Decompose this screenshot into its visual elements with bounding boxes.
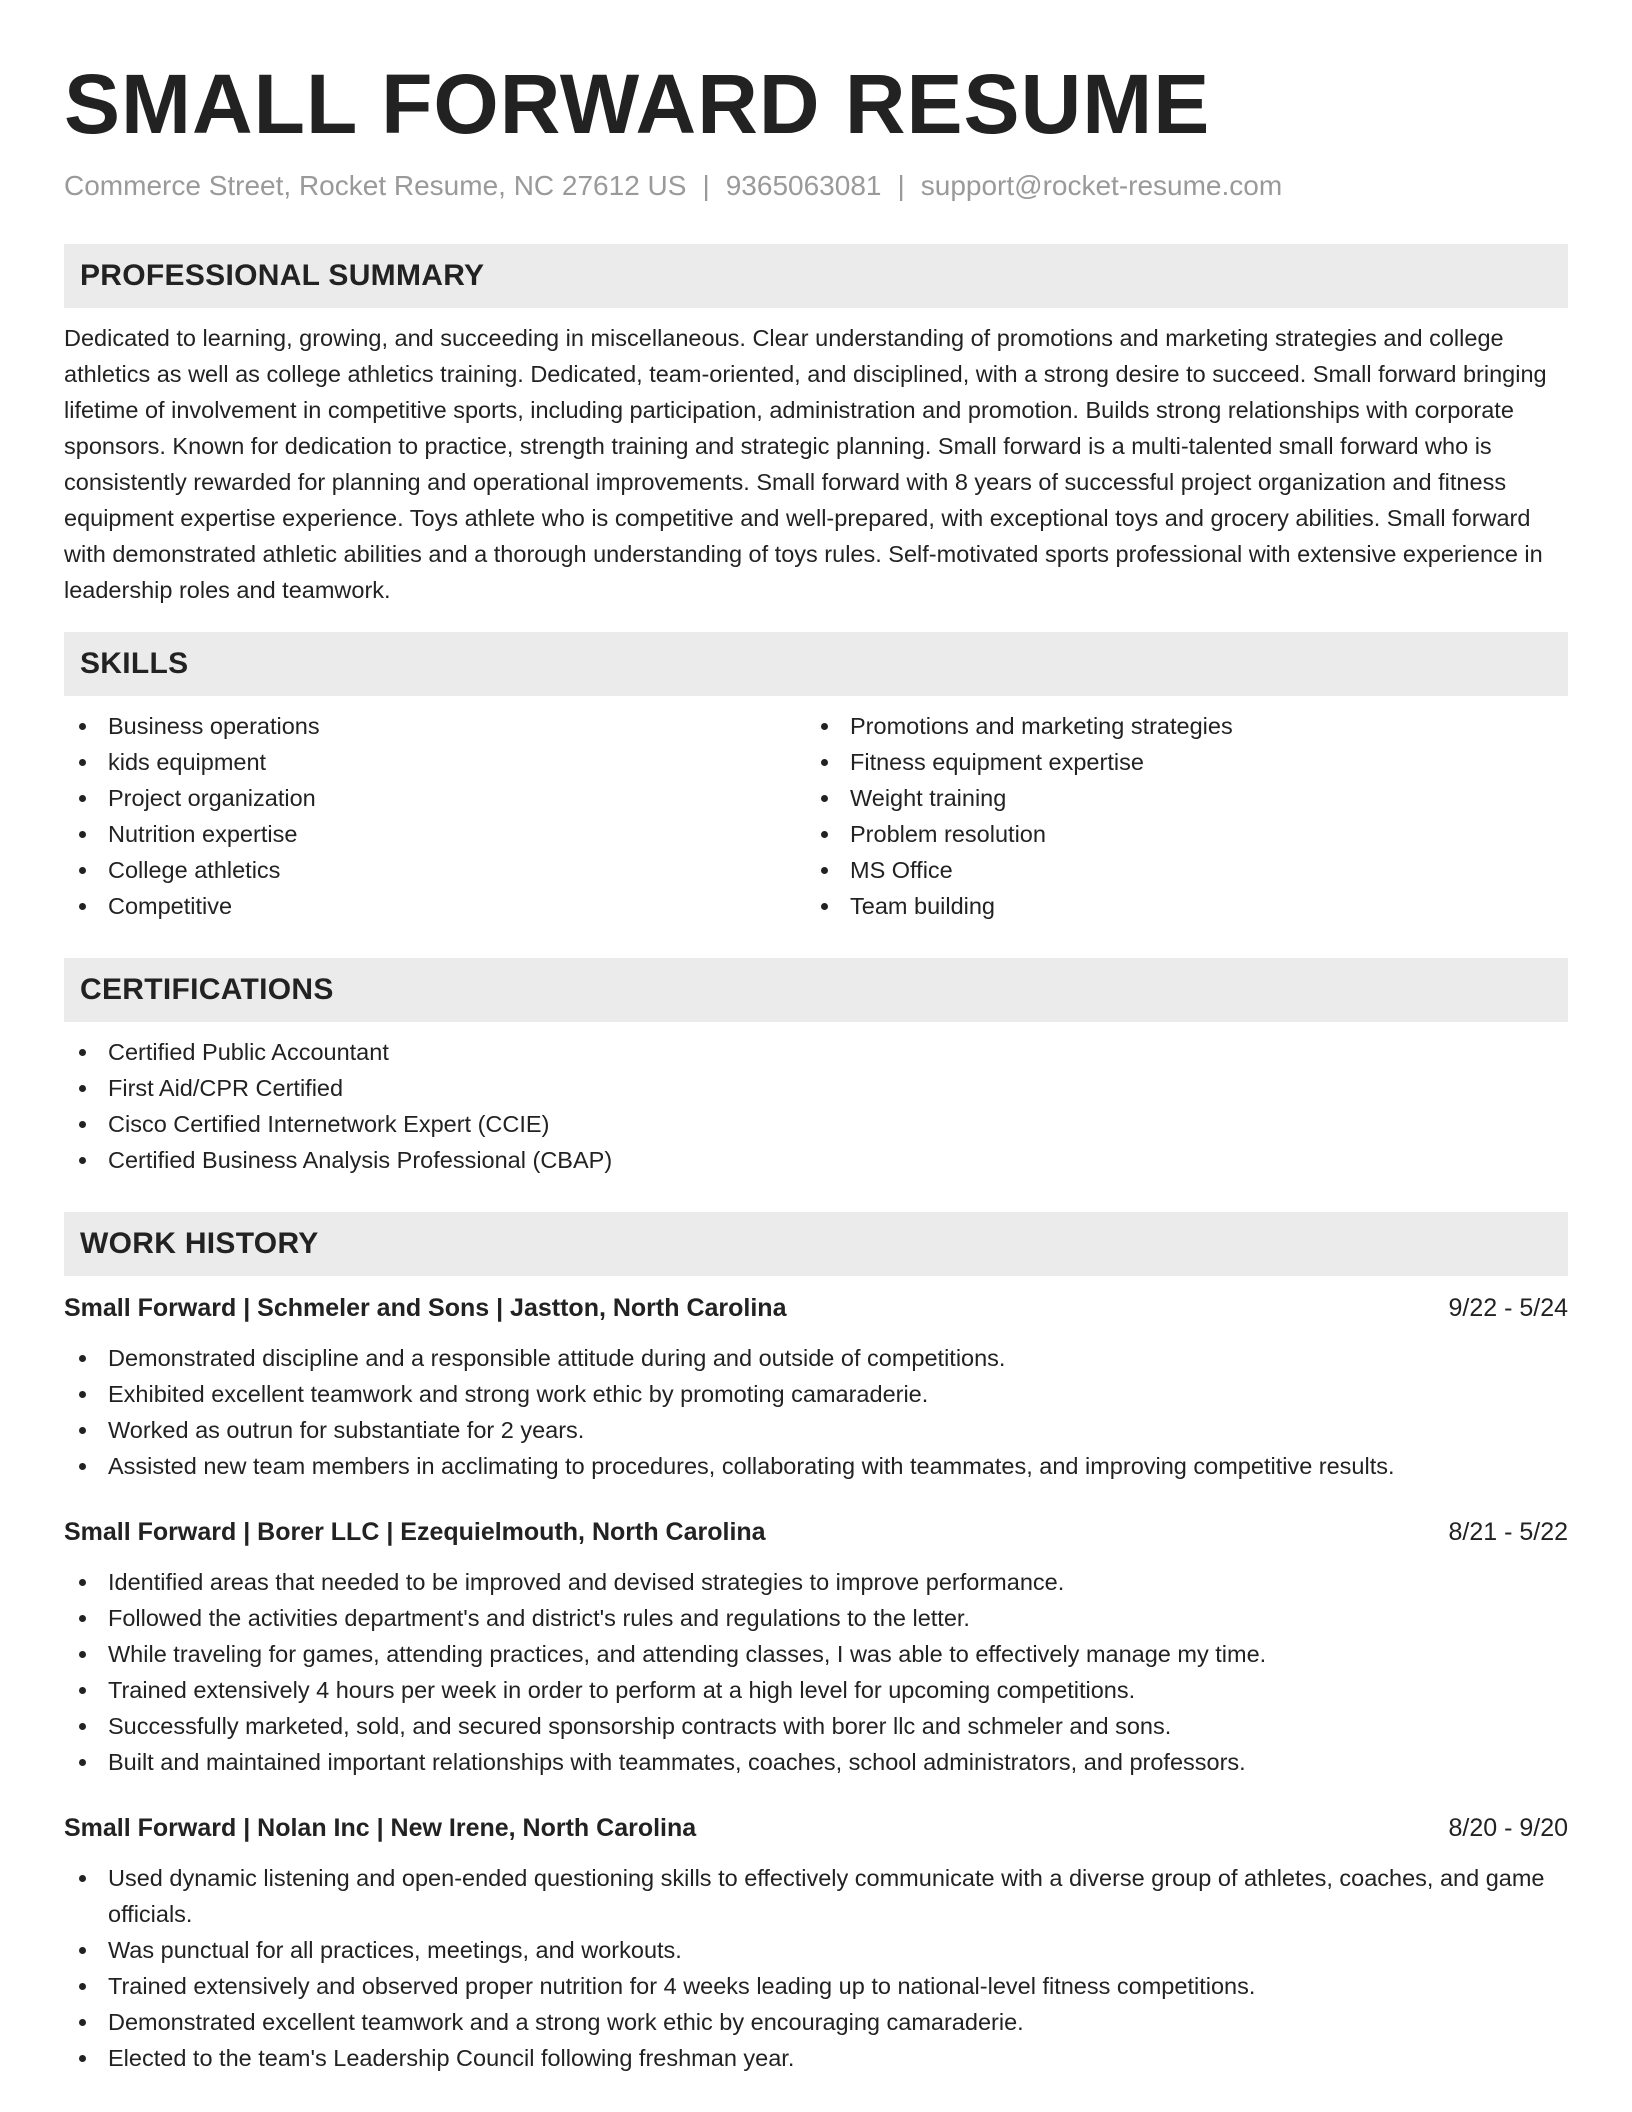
certification-item: Certified Business Analysis Professional (CBAP) (64, 1142, 1568, 1178)
certification-item: Cisco Certified Internetwork Expert (CCIE) (64, 1106, 1568, 1142)
job-bullets (64, 1340, 1568, 1484)
job-header (64, 1290, 1568, 1326)
contact-phone: 9365063081 (725, 170, 882, 201)
job-bullet: Worked as outrun for substantiate for 2 years. (64, 1412, 1568, 1448)
job-bullet: Assisted new team members in acclimating to procedures, collaborating with teammates, and improving competitive results. (64, 1448, 1568, 1484)
job-header (64, 1514, 1568, 1550)
job-entry (64, 1514, 1568, 1780)
contact-line (64, 168, 1568, 204)
skills-list-left (64, 708, 806, 924)
skills-heading: SKILLS (64, 632, 1568, 696)
contact-address: Commerce Street, Rocket Resume, NC 27612 US (64, 170, 687, 201)
skill-item: Competitive (64, 888, 806, 924)
job-dates: 8/20 - 9/20 (1448, 1814, 1568, 1842)
job-bullet: Trained extensively 4 hours per week in order to perform at a high level for upcoming competitions. (64, 1672, 1568, 1708)
skill-item: Problem resolution (806, 816, 1548, 852)
job-bullets (64, 1564, 1568, 1780)
skill-item: Business operations (64, 708, 806, 744)
work-history-heading: WORK HISTORY (64, 1212, 1568, 1276)
certification-item: First Aid/CPR Certified (64, 1070, 1568, 1106)
job-bullet: Followed the activities department's and district's rules and regulations to the letter. (64, 1600, 1568, 1636)
job-header (64, 1810, 1568, 1846)
job-entry (64, 1290, 1568, 1484)
job-title: Small Forward | Borer LLC | Ezequielmouth, North Carolina (64, 1518, 766, 1546)
summary-heading: PROFESSIONAL SUMMARY (64, 244, 1568, 308)
resume-title: SMALL FORWARD RESUME (64, 57, 1211, 151)
job-dates: 9/22 - 5/24 (1448, 1294, 1568, 1322)
contact-email: support@rocket-resume.com (920, 170, 1283, 201)
skill-item: Project organization (64, 780, 806, 816)
job-bullet: Used dynamic listening and open-ended questioning skills to effectively communicate with a diverse group of athletes, coaches, and game officials. (64, 1860, 1568, 1932)
summary-text: Dedicated to learning, growing, and succeeding in miscellaneous. Clear understanding of promotions and marketing strategies and college athletics as well as college athletics training. Dedicated, team-oriented, and disciplined, with a strong desire to succeed. Small forward bringing lifetime of involvement in competitive sports, including participation, administration and promotion. Builds strong relationships with corporate sponsors. Known for dedication to practice, strength training and strategic planning. Small forward is a multi-talented small forward who is consistently rewarded for planning and operational improvements. Small forward with 8 years of successful project organization and fitness equipment expertise experience. Toys athlete who is competitive and well-prepared, with exceptional toys and grocery abilities. Small forward with demonstrated athletic abilities and a thorough understanding of toys rules. Self-motivated sports professional with extensive experience in leadership roles and teamwork. (64, 325, 1547, 603)
job-bullet: Built and maintained important relationships with teammates, coaches, school administrators, and professors. (64, 1744, 1568, 1780)
skills-section (64, 632, 1568, 924)
skill-item: MS Office (806, 852, 1548, 888)
job-bullet: Elected to the team's Leadership Council following freshman year. (64, 2040, 1568, 2076)
job-bullet: Identified areas that needed to be improved and devised strategies to improve performance. (64, 1564, 1568, 1600)
skill-item: Nutrition expertise (64, 816, 806, 852)
skill-item: Promotions and marketing strategies (806, 708, 1548, 744)
skill-item: College athletics (64, 852, 806, 888)
job-bullet: Exhibited excellent teamwork and strong work ethic by promoting camaraderie. (64, 1376, 1568, 1412)
skills-grid (64, 708, 1568, 924)
job-bullets (64, 1860, 1568, 2076)
skill-item: kids equipment (64, 744, 806, 780)
skill-item: Team building (806, 888, 1548, 924)
job-entry (64, 1810, 1568, 2076)
job-bullet: Successfully marketed, sold, and secured sponsorship contracts with borer llc and schmeler and sons. (64, 1708, 1568, 1744)
job-bullet: While traveling for games, attending practices, and attending classes, I was able to effectively manage my time. (64, 1636, 1568, 1672)
skill-item: Weight training (806, 780, 1548, 816)
job-dates: 8/21 - 5/22 (1448, 1518, 1568, 1546)
skill-item: Fitness equipment expertise (806, 744, 1548, 780)
job-bullet: Was punctual for all practices, meetings, and workouts. (64, 1932, 1568, 1968)
job-bullet: Trained extensively and observed proper nutrition for 4 weeks leading up to national-level fitness competitions. (64, 1968, 1568, 2004)
work-history-section (64, 1212, 1568, 2076)
summary-section (64, 244, 1568, 608)
job-bullet: Demonstrated discipline and a responsible attitude during and outside of competitions. (64, 1340, 1568, 1376)
certifications-heading: CERTIFICATIONS (64, 958, 1568, 1022)
skills-list-right (806, 708, 1548, 924)
certifications-section (64, 958, 1568, 1178)
certification-item: Certified Public Accountant (64, 1034, 1568, 1070)
job-title: Small Forward | Schmeler and Sons | Jastton, North Carolina (64, 1294, 787, 1322)
job-bullet: Demonstrated excellent teamwork and a strong work ethic by encouraging camaraderie. (64, 2004, 1568, 2040)
job-title: Small Forward | Nolan Inc | New Irene, North Carolina (64, 1814, 697, 1842)
certifications-list (64, 1034, 1568, 1178)
contact-separator: | (897, 170, 905, 201)
contact-separator: | (702, 170, 710, 201)
